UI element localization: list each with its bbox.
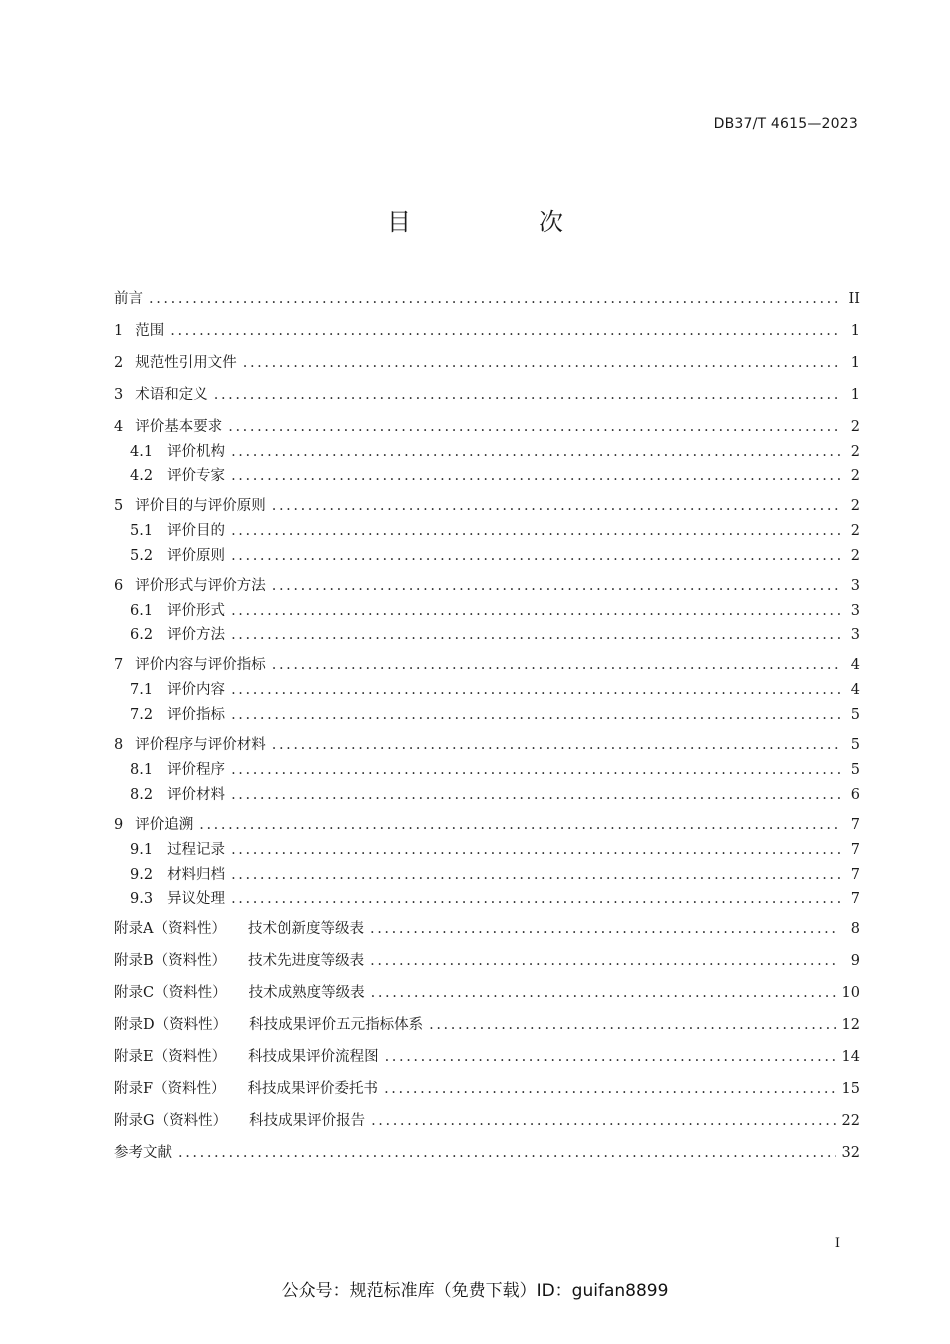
- toc-entry[interactable]: [114, 703, 860, 725]
- dot-leader: [272, 498, 840, 514]
- toc-entry-title: 范围: [135, 323, 165, 339]
- toc-entry-title: 参考文献: [114, 1145, 172, 1161]
- toc-page-number: 7: [850, 867, 860, 883]
- toc-entry-title: 评价程序: [167, 762, 226, 778]
- toc-entry-title: 前言: [114, 291, 143, 307]
- dot-leader: [231, 891, 840, 907]
- toc-entry-title: 科技成果评价委托书: [247, 1081, 379, 1097]
- toc-section-number: 8.1: [130, 762, 154, 778]
- toc-appendix-entry[interactable]: [114, 1045, 860, 1067]
- toc-entry[interactable]: [114, 494, 860, 516]
- toc-page-number: 3: [850, 578, 860, 594]
- toc-appendix-prefix: 附录G（资料性）: [114, 1113, 228, 1129]
- dot-leader: [429, 1017, 835, 1033]
- toc-entry[interactable]: [114, 783, 860, 805]
- toc-section-number: 7.1: [130, 682, 154, 698]
- toc-entry-title: 过程记录: [167, 842, 226, 858]
- toc-page-number: 32: [841, 1145, 860, 1161]
- toc-page-number: 4: [850, 657, 860, 673]
- toc-entry-title: 规范性引用文件: [135, 355, 237, 371]
- toc-entry-title: 评价机构: [167, 444, 226, 460]
- toc-entry-title: 评价专家: [167, 468, 226, 484]
- toc-page-number: 8: [850, 921, 860, 937]
- toc-entry-title: 评价目的: [167, 523, 226, 539]
- toc-section-number: 8.2: [130, 787, 154, 803]
- dot-leader: [231, 867, 840, 883]
- dot-leader: [231, 548, 840, 564]
- toc-appendix-entry[interactable]: [114, 981, 860, 1003]
- toc-entry-title: 评价基本要求: [135, 419, 223, 435]
- toc-section-number: 6.2: [130, 627, 154, 643]
- toc-entry[interactable]: [114, 1141, 860, 1163]
- toc-entry-title: 科技成果评价报告: [249, 1113, 366, 1129]
- toc-entry[interactable]: [114, 440, 860, 462]
- toc-entry[interactable]: [114, 838, 860, 860]
- dot-leader: [385, 1049, 836, 1065]
- toc-section-number: 5.2: [130, 548, 154, 564]
- toc-section-number: 9: [114, 817, 124, 833]
- standard-code: DB37/T 4615—2023: [713, 116, 858, 132]
- toc-page-number: 9: [850, 953, 860, 969]
- dot-leader: [371, 1113, 835, 1129]
- toc-page-number: 2: [850, 419, 860, 435]
- toc-entry-title: 评价追溯: [135, 817, 194, 833]
- toc-page-number: 2: [850, 444, 860, 460]
- toc-section-number: 9.1: [130, 842, 154, 858]
- toc-appendix-prefix: 附录B（资料性）: [114, 953, 227, 969]
- toc-entry-title: 评价目的与评价原则: [135, 498, 266, 514]
- toc-appendix-entry[interactable]: [114, 1109, 860, 1131]
- dot-leader: [243, 355, 840, 371]
- toc-appendix-prefix: 附录A（资料性）: [114, 921, 226, 937]
- toc-section-number: 9.3: [130, 891, 154, 907]
- toc-section-number: 4.2: [130, 468, 154, 484]
- toc-section-number: 7.2: [130, 707, 154, 723]
- toc-entry-title: 评价原则: [167, 548, 226, 564]
- toc-section-number: 7: [114, 657, 124, 673]
- toc-entry-title: 技术先进度等级表: [248, 953, 365, 969]
- toc-entry[interactable]: [114, 813, 860, 835]
- dot-leader: [231, 707, 840, 723]
- toc-entry[interactable]: [114, 519, 860, 541]
- toc-entry[interactable]: [114, 574, 860, 596]
- toc-entry[interactable]: [114, 887, 860, 909]
- dot-leader: [370, 953, 840, 969]
- toc-page-number: 2: [850, 468, 860, 484]
- toc-page-number: 1: [850, 387, 860, 403]
- toc-entry[interactable]: [114, 653, 860, 675]
- dot-leader: [231, 444, 840, 460]
- toc-entry-title: 术语和定义: [135, 387, 208, 403]
- toc-entry-title: 材料归档: [167, 867, 226, 883]
- toc-entry[interactable]: [114, 758, 860, 780]
- toc-entry-title: 评价形式: [167, 603, 226, 619]
- toc-entry-title: 评价指标: [167, 707, 226, 723]
- toc-entry-title: 评价程序与评价材料: [135, 737, 266, 753]
- toc-entry[interactable]: [114, 863, 860, 885]
- dot-leader: [371, 985, 836, 1001]
- toc-entry-title: 科技成果评价五元指标体系: [249, 1017, 424, 1033]
- toc-page-number: 5: [850, 737, 860, 753]
- toc-section-number: 6.1: [130, 603, 154, 619]
- dot-leader: [199, 817, 840, 833]
- dot-leader: [272, 737, 840, 753]
- toc-section-number: 5: [114, 498, 124, 514]
- dot-leader: [170, 323, 840, 339]
- toc-appendix-entry[interactable]: [114, 949, 860, 971]
- toc-appendix-prefix: 附录E（资料性）: [114, 1049, 227, 1065]
- toc-page-number: 3: [850, 603, 860, 619]
- toc-page-number: 1: [850, 323, 860, 339]
- toc-entry-title: 技术成熟度等级表: [248, 985, 365, 1001]
- dot-leader: [231, 787, 840, 803]
- toc-page-number: 2: [850, 523, 860, 539]
- toc-section-number: 4: [114, 419, 124, 435]
- toc-page-number: 15: [841, 1081, 860, 1097]
- toc-page-number: 14: [841, 1049, 860, 1065]
- toc-entry-title: 评价材料: [167, 787, 226, 803]
- dot-leader: [231, 842, 840, 858]
- watermark-text: 公众号：规范标准库（免费下载）ID：guifan8899: [281, 1281, 669, 1301]
- toc-section-number: 6: [114, 578, 124, 594]
- toc-entry-title: 评价内容: [167, 682, 226, 698]
- toc-appendix-prefix: 附录C（资料性）: [114, 985, 227, 1001]
- toc-entry[interactable]: [114, 415, 860, 437]
- dot-leader: [272, 657, 840, 673]
- toc-entry[interactable]: [114, 464, 860, 486]
- toc-section-number: 3: [114, 387, 124, 403]
- toc-entry[interactable]: [114, 678, 860, 700]
- toc-section-number: 5.1: [130, 523, 154, 539]
- toc-section-number: 1: [114, 323, 124, 339]
- toc-page-number: II: [848, 291, 860, 307]
- toc-section-number: 9.2: [130, 867, 154, 883]
- toc-appendix-prefix: 附录F（资料性）: [114, 1081, 226, 1097]
- toc-page-number: 22: [841, 1113, 860, 1129]
- dot-leader: [231, 762, 840, 778]
- dot-leader: [231, 603, 840, 619]
- dot-leader: [231, 523, 840, 539]
- toc-section-number: 2: [114, 355, 124, 371]
- toc-entry[interactable]: [114, 319, 860, 341]
- toc-section-number: 8: [114, 737, 124, 753]
- toc-entry-title: 评价形式与评价方法: [135, 578, 266, 594]
- toc-entry-title: 技术创新度等级表: [247, 921, 364, 937]
- page-number: I: [834, 1236, 840, 1251]
- toc-section-number: 4.1: [130, 444, 154, 460]
- dot-leader: [231, 627, 840, 643]
- toc-entry[interactable]: [114, 623, 860, 645]
- toc-page-number: 7: [850, 842, 860, 858]
- toc-page-number: 12: [841, 1017, 860, 1033]
- toc-entry[interactable]: [114, 599, 860, 621]
- dot-leader: [272, 578, 840, 594]
- toc-page-number: 10: [841, 985, 860, 1001]
- toc-entry[interactable]: [114, 383, 860, 405]
- dot-leader: [231, 682, 840, 698]
- toc-page-number: 6: [850, 787, 860, 803]
- dot-leader: [178, 1145, 836, 1161]
- dot-leader: [231, 468, 840, 484]
- toc-entry[interactable]: [114, 544, 860, 566]
- toc-page-number: 2: [850, 498, 860, 514]
- toc-entry[interactable]: [114, 351, 860, 373]
- toc-page-number: 7: [850, 891, 860, 907]
- toc-page-number: 4: [850, 682, 860, 698]
- dot-leader: [384, 1081, 835, 1097]
- toc-page-number: 1: [850, 355, 860, 371]
- toc-page-number: 5: [850, 707, 860, 723]
- dot-leader: [149, 291, 840, 307]
- toc-page-number: 5: [850, 762, 860, 778]
- dot-leader: [228, 419, 840, 435]
- toc-entry[interactable]: [114, 733, 860, 755]
- dot-leader: [370, 921, 840, 937]
- toc-appendix-entry[interactable]: [114, 1077, 860, 1099]
- toc-entry-title: 评价内容与评价指标: [135, 657, 266, 673]
- toc-page-number: 7: [850, 817, 860, 833]
- toc-page-number: 3: [850, 627, 860, 643]
- toc-entry[interactable]: [114, 287, 860, 309]
- toc-appendix-entry[interactable]: [114, 1013, 860, 1035]
- toc-appendix-prefix: 附录D（资料性）: [114, 1017, 228, 1033]
- toc-entry-title: 评价方法: [167, 627, 226, 643]
- page-title: 目 次: [387, 208, 615, 236]
- toc-entry-title: 科技成果评价流程图: [248, 1049, 379, 1065]
- toc-appendix-entry[interactable]: [114, 917, 860, 939]
- toc-page-number: 2: [850, 548, 860, 564]
- dot-leader: [214, 387, 840, 403]
- toc-entry-title: 异议处理: [167, 891, 226, 907]
